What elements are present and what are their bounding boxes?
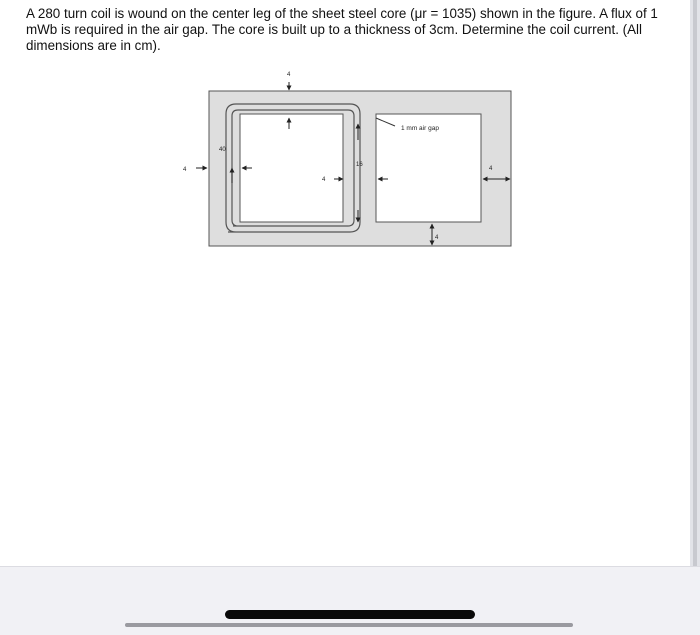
dim-label-gap-height: 16 [356, 162, 363, 168]
air-gap-marker [376, 118, 395, 126]
dim-label-right-leg: 4 [489, 166, 493, 172]
dim-label-bottom-leg: 4 [435, 235, 439, 241]
page-edge [690, 0, 700, 566]
scroll-edge-bar [693, 0, 697, 566]
dim-label-left-leg: 4 [183, 167, 187, 173]
home-indicator[interactable] [225, 610, 475, 619]
question-text: A 280 turn coil is wound on the center leg of the sheet steel core (μr = 1035) shown in the figure. A flux of 1 mWb is required in the air gap. The core is built up to a thickness of 3cm. Determine the coil current. (All dimensions are in cm). [26, 6, 658, 53]
air-gap-label: 1 mm air gap [401, 125, 439, 132]
dim-label-center-leg: 4 [322, 177, 326, 183]
dim-label-top-leg: 4 [287, 72, 291, 78]
horizontal-scrollbar[interactable] [125, 623, 573, 627]
dim-label-height: 40 [219, 147, 226, 153]
